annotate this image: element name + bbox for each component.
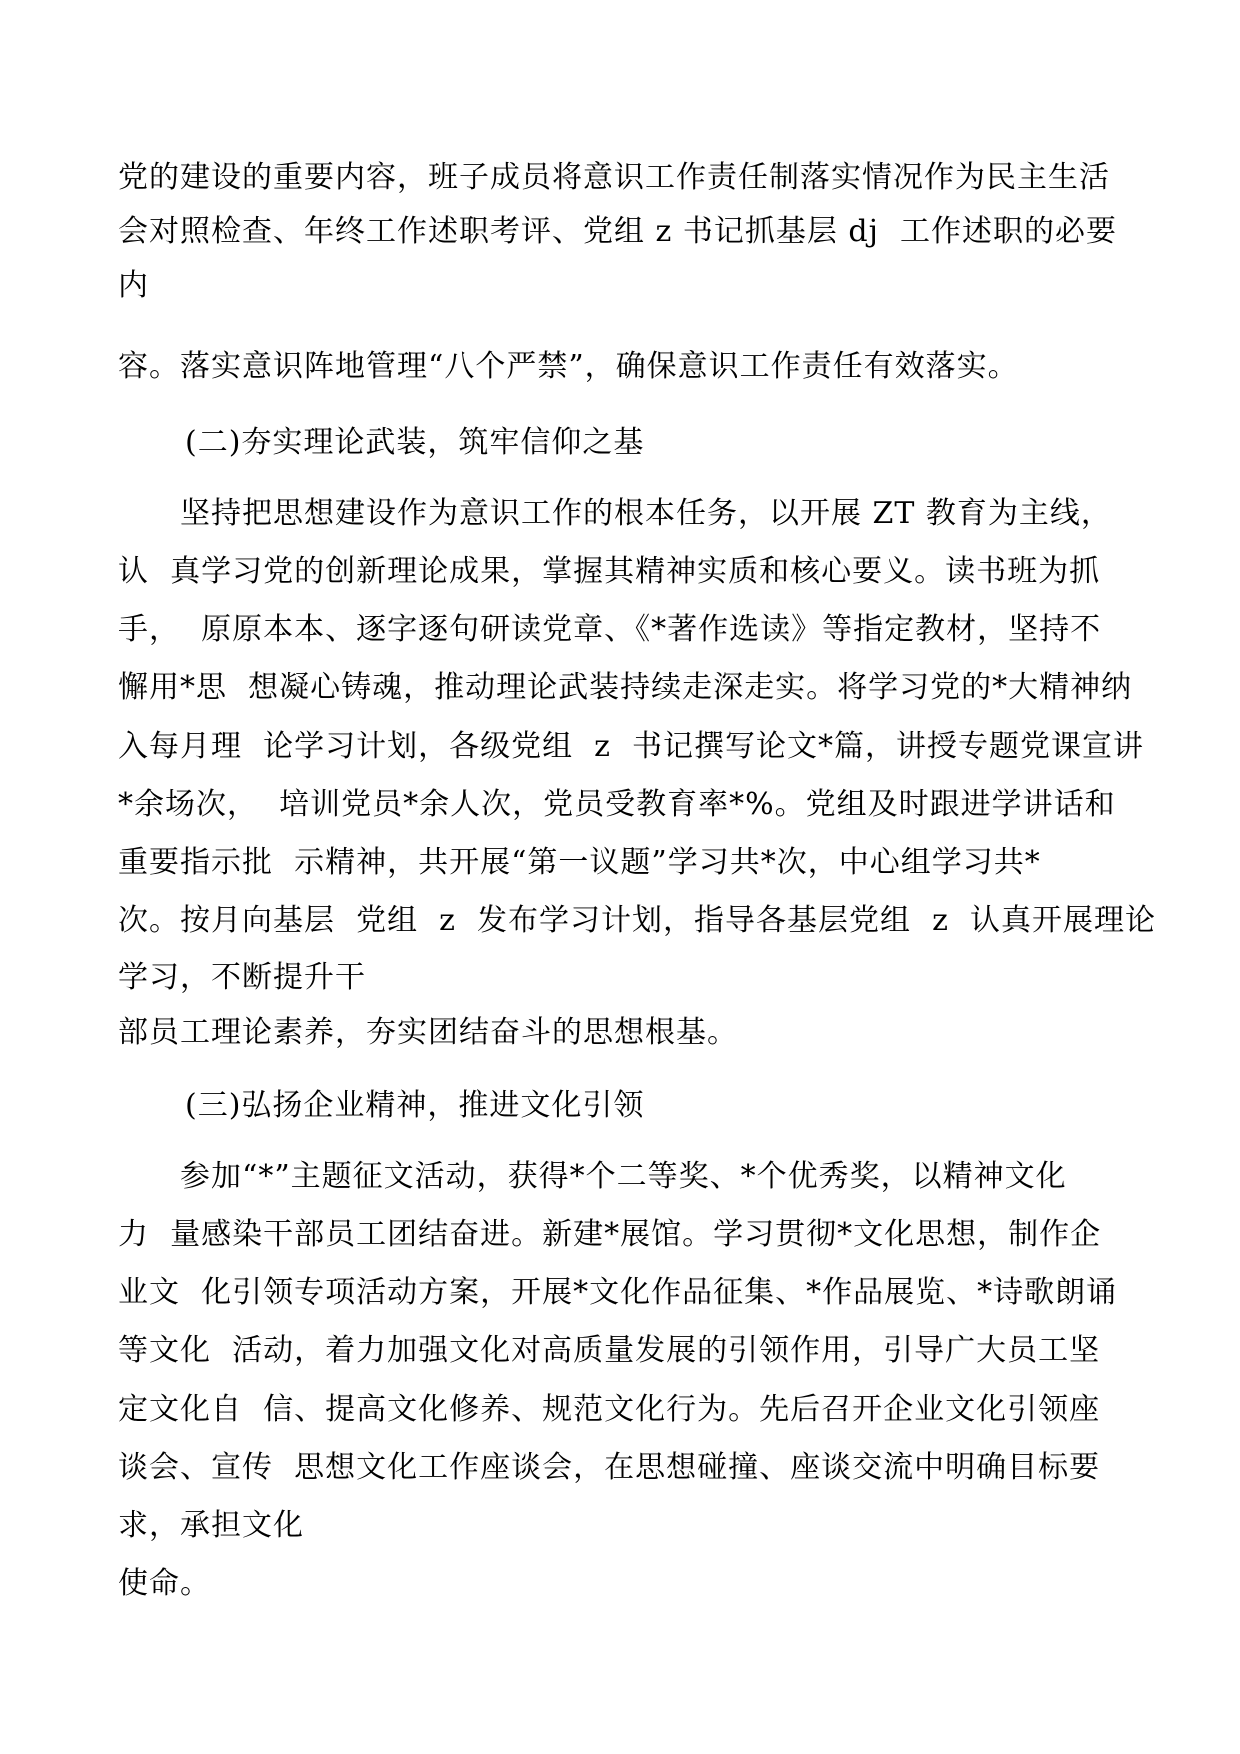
text-line: 入每月理 论学习计划，各级党组 z 书记撰写论文*篇，讲授专题党课宣讲 (118, 729, 1145, 764)
text-line: 部员工理论素养，夯实团结奋斗的思想根基。 (118, 1015, 738, 1050)
text-line: 定文化自 信、提高文化修养、规范文化行为。先后召开企业文化引领座 (118, 1392, 1101, 1427)
text-line: 求，承担文化 (118, 1508, 304, 1543)
text-line: 谈会、宣传 思想文化工作座谈会，在思想碰撞、座谈交流中明确目标要 (118, 1450, 1101, 1485)
text-line: 业文 化引领专项活动方案，开展*文化作品征集、*作品展览、*诗歌朗诵 (118, 1275, 1118, 1310)
text-line: 会对照检查、年终工作述职考评、党组 z 书记抓基层 dj 工作述职的必要 (118, 214, 1117, 249)
text-line: 学习，不断提升干 (118, 960, 366, 995)
text-line: 内 (118, 268, 149, 303)
text-line: 重要指示批 示精神，共开展“第一议题”学习共*次，中心组学习共* (118, 845, 1041, 880)
text-line: 参加“*”主题征文活动，获得*个二等奖、*个优秀奖，以精神文化 (180, 1159, 1067, 1194)
text-line: 坚持把思想建设作为意识工作的根本任务，以开展 ZT 教育为主线， (180, 496, 1112, 531)
text-line: 等文化 活动，着力加强文化对高质量发展的引领作用，引导广大员工坚 (118, 1333, 1101, 1368)
text-line: 容。落实意识阵地管理“八个严禁”，确保意识工作责任有效落实。 (118, 349, 1019, 384)
section-heading: (二)夯实理论武装，筑牢信仰之基 (185, 425, 645, 460)
text-line: *余场次， 培训党员*余人次，党员受教育率*%。党组及时跟进学讲话和 (118, 787, 1116, 822)
section-heading: (三)弘扬企业精神，推进文化引领 (185, 1088, 645, 1123)
text-line: 懈用*思 想凝心铸魂，推动理论武装持续走深走实。将学习党的*大精神纳 (118, 670, 1133, 705)
text-line: 使命。 (118, 1566, 211, 1601)
text-line: 次。按月向基层 党组 z 发布学习计划，指导各基层党组 z 认真开展理论 (118, 903, 1156, 938)
text-line: 党的建设的重要内容，班子成员将意识工作责任制落实情况作为民主生活 (118, 160, 1110, 195)
text-line: 认 真学习党的创新理论成果，掌握其精神实质和核心要义。读书班为抓 (118, 554, 1101, 589)
text-line: 手， 原原本本、逐字逐句研读党章、《*著作选读》等指定教材，坚持不 (118, 612, 1102, 647)
text-line: 力 量感染干部员工团结奋进。新建*展馆。学习贯彻*文化思想，制作企 (118, 1217, 1102, 1252)
